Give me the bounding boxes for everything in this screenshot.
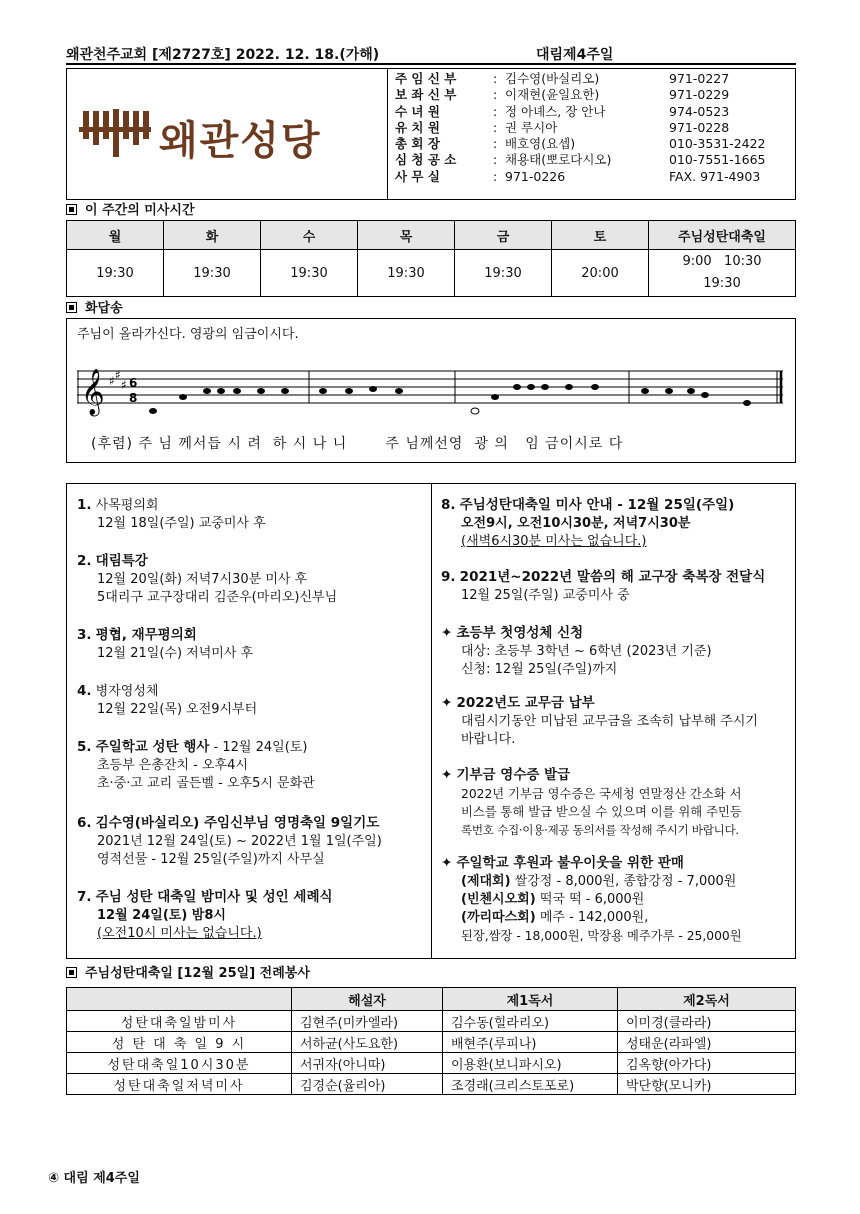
day-header: 월 <box>67 221 164 250</box>
bulletin-header <box>66 44 796 64</box>
table-row: 성 탄 대 축 일 9 시 서하균(사도요한) 배현주(루피나) 성태운(라파엘) <box>67 1032 796 1053</box>
day-header: 토 <box>552 221 649 250</box>
notices-box <box>66 483 796 959</box>
liturgy-table: 해설자 제1독서 제2독서 성탄대축일밤미사 김현주(미카엘라) 김수동(힐라리오) 이미경(클라라) 성 탄 대 축 일 9 시 서하균(사도요한) 배현주(루피나) 성태운(라파엘) 성탄대축일10시30분 서귀자(아니따) 이용환(보니파시오) 김옥향(아가다) 성탄대축일저녁미사 김경순(율리아) 조경래(크리스토포로) 박단향(모니카) <box>66 987 796 1095</box>
notice-item: 1. 사목평의회 12월 18일(주일) 교중미사 후 <box>77 497 266 531</box>
notice-title: 초등부 첫영성체 신청 <box>456 625 584 641</box>
staff-row: 유 치 원 : 권 루시아 971-0228 <box>395 119 730 135</box>
notice-title: 대림특강 <box>95 553 148 569</box>
star-bullet-icon: ✦ <box>441 767 453 783</box>
notice-title: 주님성탄대축일 미사 안내 - 12월 25일(주일) <box>459 497 735 513</box>
logo-text: 왜관성당 <box>159 118 322 164</box>
mass-times-table <box>66 220 796 297</box>
column-divider <box>431 484 432 958</box>
day-header: 화 <box>164 221 261 250</box>
notice-item: 5. 주일학교 성탄 행사 - 12월 24일(토) 초등부 은총잔치 - 오후4시 초·중·고 교리 골든벨 - 오후5시 문화관 <box>77 739 315 791</box>
psalm-lyrics: (후렴) 주 님 께서듭 시 려 하 시 나 니 주 님께선영 광 의 임 금이시로 다 <box>91 436 624 452</box>
svg-text:8: 8 <box>129 391 138 405</box>
svg-text:♯: ♯ <box>109 374 115 388</box>
church-emblem-icon <box>79 109 151 159</box>
day-header: 금 <box>455 221 552 250</box>
notice-item: 2. 대림특강 12월 20일(화) 저녁7시30분 미사 후 5대리구 교구장대리 김준우(마리오)신부님 <box>77 553 338 605</box>
notice-item: ✦ 초등부 첫영성체 신청 대상: 초등부 3학년 ~ 6학년 (2023년 기준) 신청: 12월 25일(주일)까지 <box>441 625 712 677</box>
psalm-heading: 화답송 <box>66 301 123 317</box>
header-rule <box>66 63 796 65</box>
table-row: 성탄대축일저녁미사 김경순(율리아) 조경래(크리스토포로) 박단향(모니카) <box>67 1074 796 1095</box>
staff-row: 보 좌 신 부 : 이재현(윤일요한) 971-0229 <box>395 87 730 103</box>
sunday-title: 대림제4주일 <box>536 47 614 63</box>
table-row: 성탄대축일10시30분 서귀자(아니따) 이용환(보니파시오) 김옥향(아가다) <box>67 1053 796 1074</box>
page-footer <box>48 1167 140 1186</box>
christmas-mass-times: 9:00 10:30 19:30 <box>649 250 796 297</box>
svg-text:♯: ♯ <box>115 368 121 382</box>
staff-row: 총 회 장 : 배호영(요셉) 010-3531-2422 <box>395 136 766 152</box>
notice-title: 사목평의회 <box>95 498 159 513</box>
notice-item: 7. 주님 성탄 대축일 밤미사 및 성인 세례식 12월 24일(토) 밤8시 (오전10시 미사는 없습니다.) <box>77 889 333 941</box>
music-staff-icon <box>77 351 787 431</box>
notice-title: 주님 성탄 대축일 밤미사 및 성인 세례식 <box>95 889 333 905</box>
star-bullet-icon: ✦ <box>441 855 453 871</box>
notice-item: 3. 평협, 재무평의회 12월 21일(수) 저녁미사 후 <box>77 627 254 661</box>
notice-item: 4. 병자영성체 12월 22일(목) 오전9시부터 <box>77 683 258 717</box>
notice-item: ✦ 기부금 영수증 발급 2022년 기부금 영수증은 국세청 연말정산 간소화 서 비스를 통해 발급 받으실 수 있으며 이를 위해 주민등 록번호 수집·이용·제공 동의서를 작성해 주시기 바랍니다. <box>441 767 742 837</box>
staff-row: 심 청 공 소 : 채용태(뽀로다시오) 010-7551-1665 <box>395 152 766 168</box>
notice-item: 6. 김수영(바실리오) 주임신부님 영명축일 9일기도 2021년 12월 24일(토) ~ 2022년 1월 1일(주일) 영적선물 - 12월 25일(주일)까지 사무실 <box>77 815 382 867</box>
day-header: 수 <box>261 221 358 250</box>
day-header: 목 <box>358 221 455 250</box>
psalm-box <box>66 318 796 463</box>
staff-list <box>395 71 795 185</box>
psalm-response: 주님이 올라가신다. 영광의 임금이시다. <box>77 327 299 342</box>
table-row: 성탄대축일밤미사 김현주(미카엘라) 김수동(힐라리오) 이미경(클라라) <box>67 1011 796 1032</box>
svg-text:♯: ♯ <box>121 378 127 392</box>
mass-time: 19:30 <box>261 250 358 297</box>
day-header: 주님성탄대축일 <box>649 221 796 250</box>
mass-time: 19:30 <box>67 250 164 297</box>
notice-item: ✦ 주일학교 후원과 불우이웃을 위한 판매 (제대회) 쌀강정 - 8,000원, 종합강정 - 7,000원 (빈첸시오회) 떡국 떡 - 6,000원 (까리따스회) 메주 - 142,000원, 된장,쌈장 - 18,000원, 막장용 메주가루 - 25,000원 <box>441 855 742 943</box>
notice-title: 2022년도 교무금 납부 <box>456 695 595 711</box>
issue-info: 왜관천주교회 [제2727호] 2022. 12. 18.(가해) <box>66 47 380 63</box>
notice-title: 주일학교 성탄 행사 <box>95 739 210 755</box>
notice-title: 병자영성체 <box>95 684 159 699</box>
liturgy-heading: 주님성탄대축일 [12월 25일] 전례봉사 <box>66 966 310 982</box>
staff-row: 사 무 실 : 971-0226 FAX. 971-4903 <box>395 168 761 184</box>
mass-time: 19:30 <box>164 250 261 297</box>
notice-item: 9. 2021년~2022년 말씀의 해 교구장 축복장 전달식 12월 25일(주일) 교중미사 중 <box>441 569 766 603</box>
square-bullet-icon <box>66 302 77 313</box>
footer-text: 대림 제4주일 <box>63 1171 140 1186</box>
staff-row: 수 녀 원 : 정 아녜스, 장 안나 974-0523 <box>395 103 730 119</box>
staff-row: 주 임 신 부 : 김수영(바실리오) 971-0227 <box>395 71 730 86</box>
page-number: ④ <box>48 1171 60 1186</box>
notice-item: 8. 주님성탄대축일 미사 안내 - 12월 25일(주일) 오전9시, 오전10시30분, 저녁7시30분 (새벽6시30분 미사는 없습니다.) <box>441 497 735 549</box>
square-bullet-icon <box>66 204 77 215</box>
mass-time: 19:30 <box>455 250 552 297</box>
star-bullet-icon: ✦ <box>441 625 453 641</box>
svg-text:6: 6 <box>129 376 138 390</box>
notice-title: 주일학교 후원과 불우이웃을 위한 판매 <box>456 855 684 871</box>
svg-text:𝄞: 𝄞 <box>81 369 105 415</box>
star-bullet-icon: ✦ <box>441 695 453 711</box>
square-bullet-icon <box>66 967 77 978</box>
mass-time: 19:30 <box>358 250 455 297</box>
notice-title: 2021년~2022년 말씀의 해 교구장 축복장 전달식 <box>459 569 766 585</box>
parish-logo <box>67 69 388 199</box>
parish-info-box <box>66 68 796 200</box>
mass-heading: 이 주간의 미사시간 <box>66 203 195 219</box>
notice-title: 평협, 재무평의회 <box>95 627 197 643</box>
mass-time: 20:00 <box>552 250 649 297</box>
notice-title: 김수영(바실리오) 주임신부님 영명축일 9일기도 <box>95 815 380 831</box>
notice-item: ✦ 2022년도 교무금 납부 대림시기동안 미납된 교무금을 조속히 납부해 주시기 바랍니다. <box>441 695 758 747</box>
notice-title: 기부금 영수증 발급 <box>456 767 571 783</box>
